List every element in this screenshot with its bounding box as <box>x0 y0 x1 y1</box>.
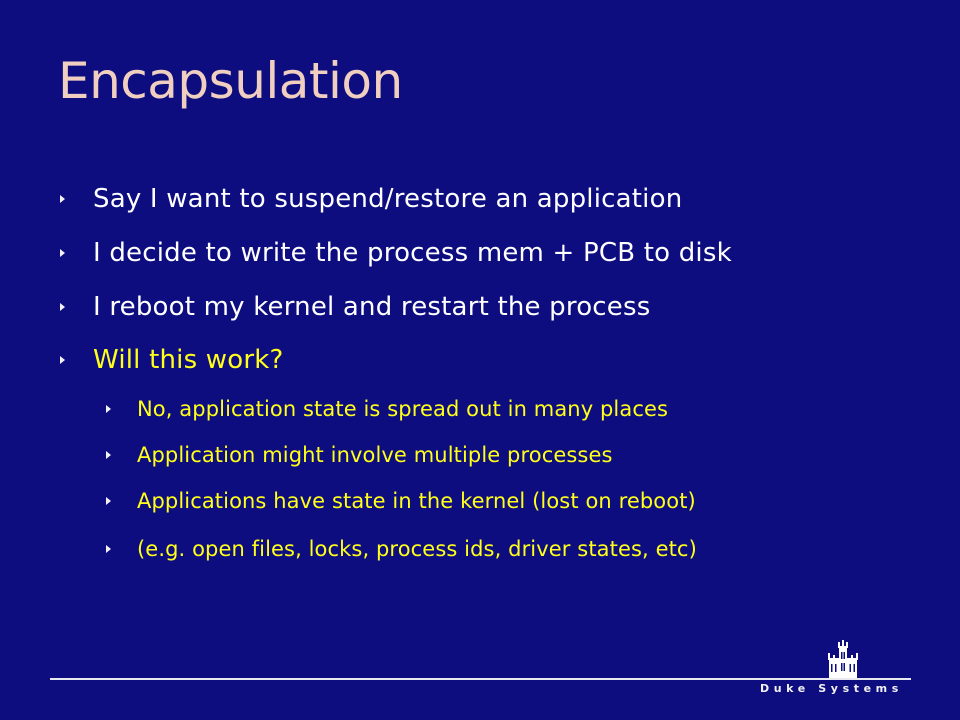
bullet-arrow-icon <box>106 545 111 553</box>
bullet-arrow-icon <box>106 497 111 505</box>
slide-title: Encapsulation <box>58 52 403 110</box>
bullet-text: I decide to write the process mem + PCB to disk <box>93 238 732 268</box>
bullet-text: (e.g. open files, locks, process ids, driver states, etc) <box>137 537 697 561</box>
bullet-arrow-icon <box>60 195 65 203</box>
bullet-text: Say I want to suspend/restore an application <box>93 184 683 214</box>
footer-divider <box>50 678 911 680</box>
bullet-text: Applications have state in the kernel (lost on reboot) <box>137 489 696 513</box>
bullet-arrow-icon <box>60 303 65 311</box>
bullet-arrow-icon <box>106 405 111 413</box>
bullet-text: Will this work? <box>93 345 284 375</box>
bullet-text: Application might involve multiple processes <box>137 443 613 467</box>
footer-brand: Duke Systems <box>760 682 903 695</box>
bullet-arrow-icon <box>60 356 65 364</box>
bullet-text: I reboot my kernel and restart the process <box>93 292 651 322</box>
bullet-arrow-icon <box>60 249 65 257</box>
bullet-text: No, application state is spread out in many places <box>137 397 669 421</box>
duke-chapel-icon <box>826 640 860 678</box>
bullet-arrow-icon <box>106 451 111 459</box>
